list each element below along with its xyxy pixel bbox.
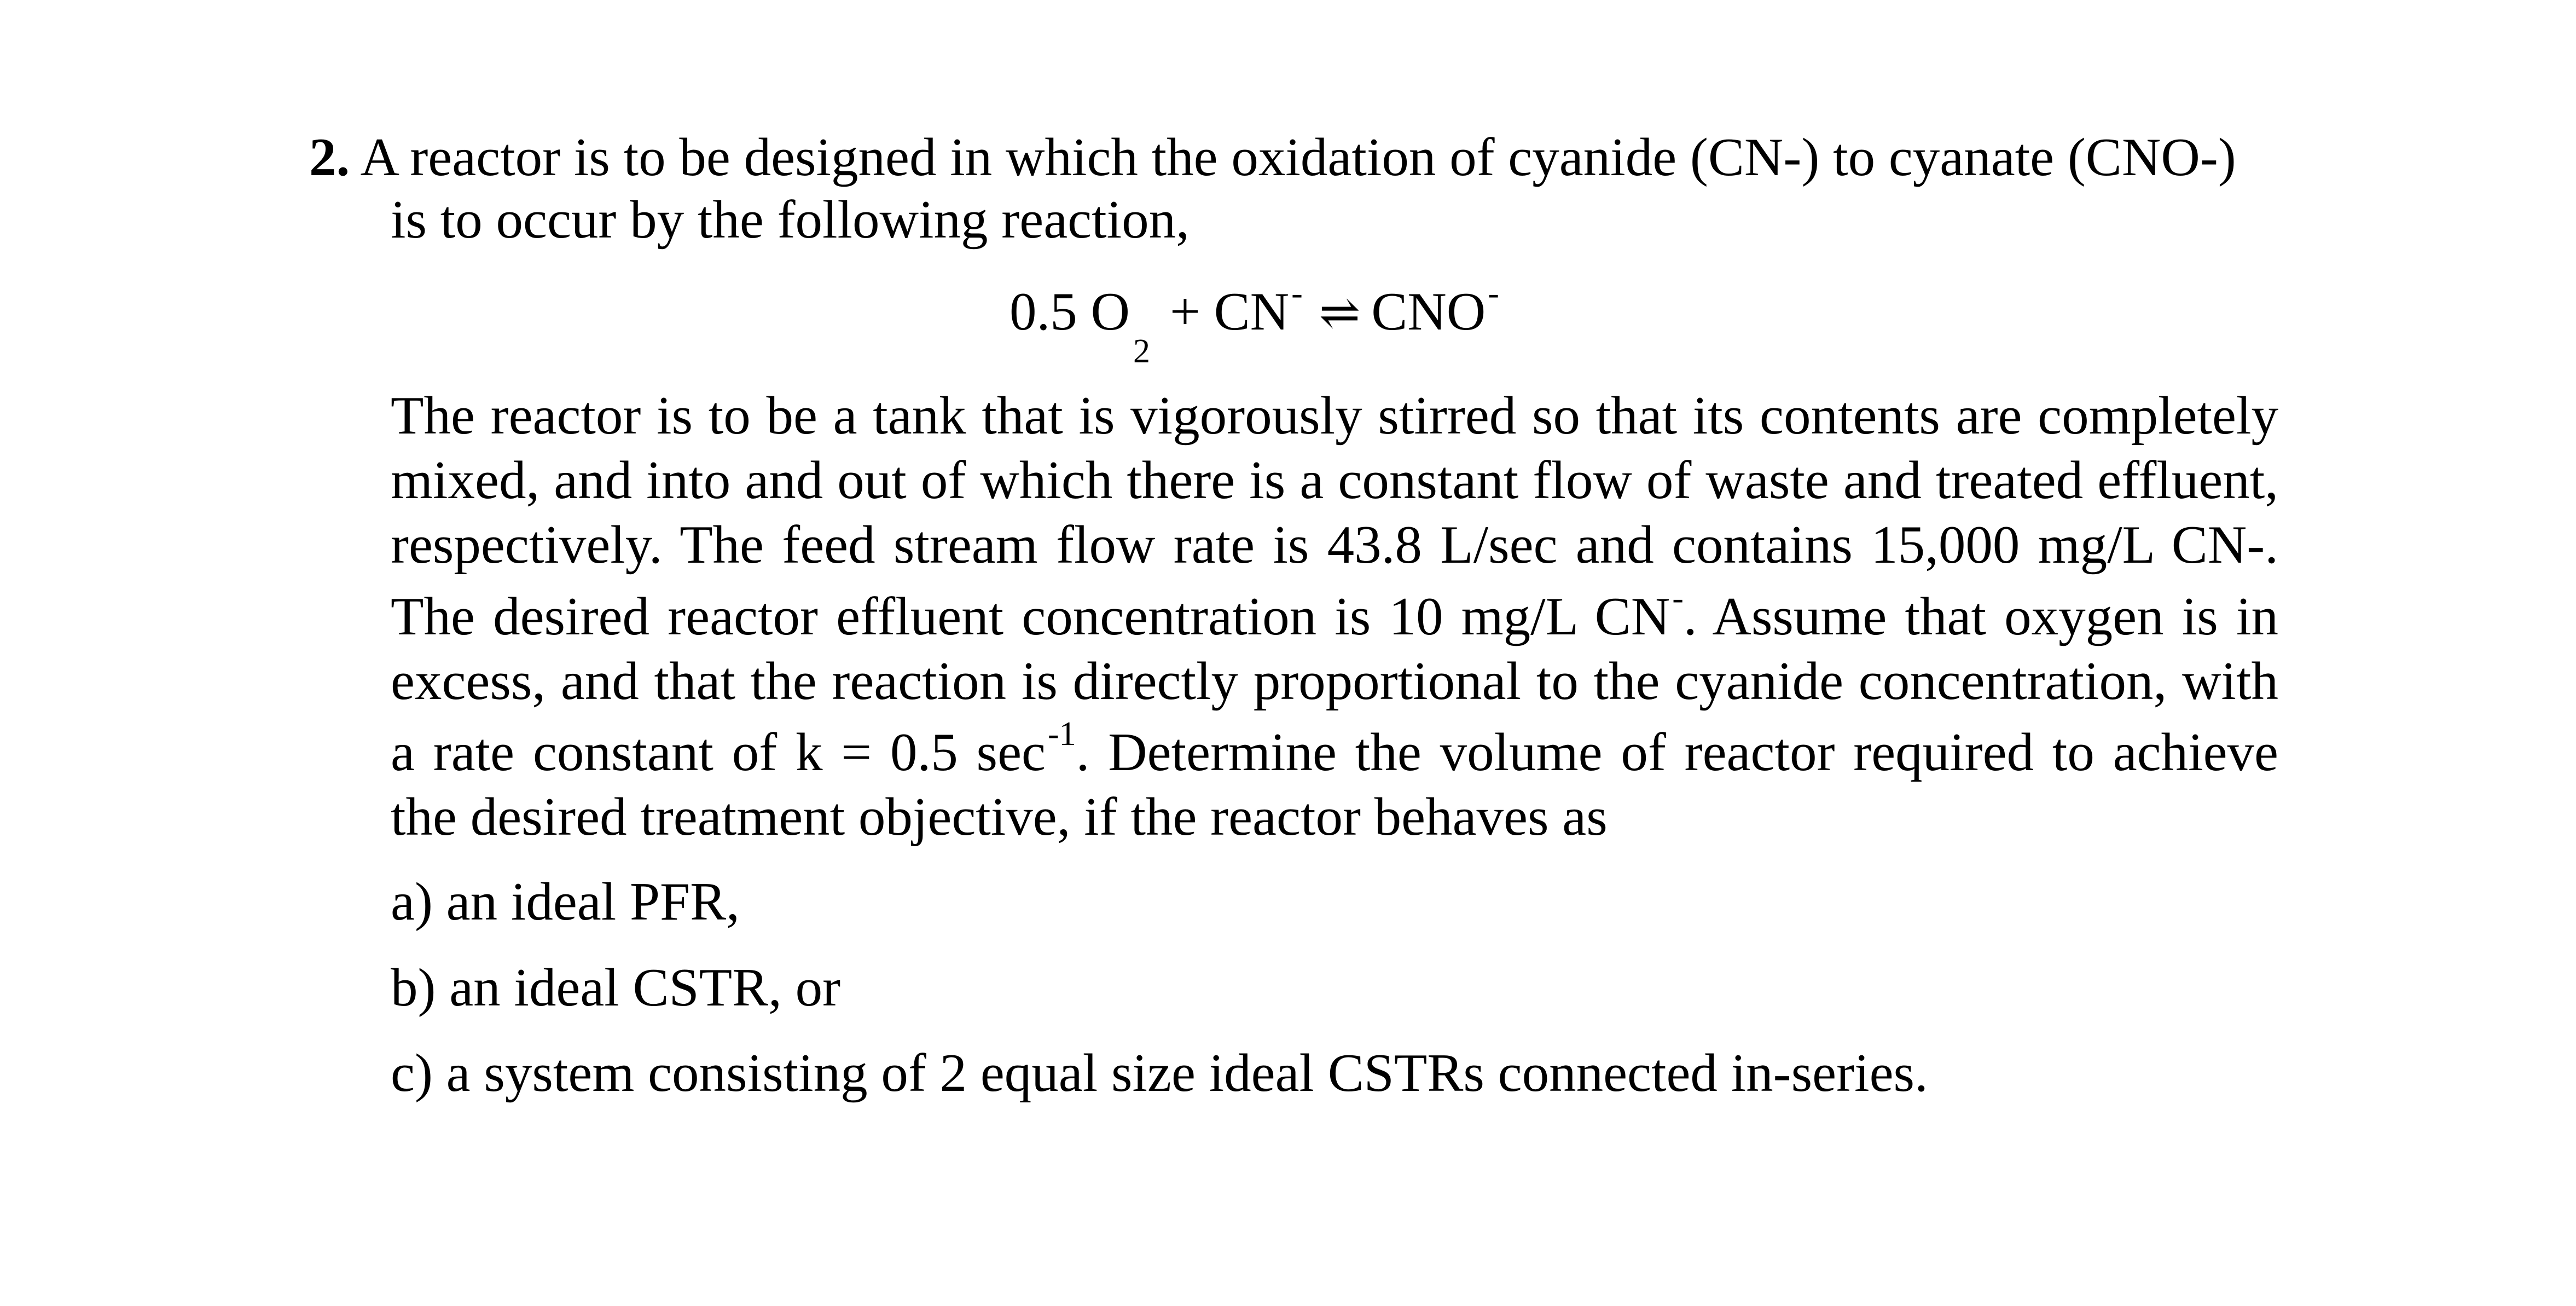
body-line-6-part-1: a rate constant of k = 0.5 sec bbox=[391, 723, 1046, 782]
equation-cn-charge: - bbox=[1291, 275, 1303, 312]
equation-right: CNO bbox=[1371, 282, 1486, 342]
body-line-4 bbox=[391, 580, 2278, 646]
body-line-2: mixed, and into and out of which there is a constant flow of waste and treated effluent, bbox=[391, 450, 2278, 510]
option-c: c) a system consisting of 2 equal size ideal CSTRs connected in-series. bbox=[391, 1043, 1928, 1103]
body-line-5: excess, and that the reaction is directly proportional to the cyanide concentration, with bbox=[391, 651, 2278, 711]
equation-subscript: 2 bbox=[1133, 333, 1150, 370]
body-line-7: the desired treatment objective, if the reactor behaves as bbox=[391, 787, 1608, 847]
rate-constant-exponent: -1 bbox=[1047, 715, 1076, 753]
reaction-equation bbox=[1009, 275, 1499, 370]
problem-intro-line-1 bbox=[309, 128, 2236, 187]
equation-cno-charge: - bbox=[1488, 275, 1499, 312]
body-line-6 bbox=[391, 715, 2278, 782]
cn-charge-superscript: - bbox=[1672, 580, 1684, 617]
equation-plus-cn: + CN bbox=[1170, 282, 1290, 342]
equation-left: 0.5 O bbox=[1009, 282, 1130, 342]
body-line-6-part-2: . Determine the volume of reactor required to achieve bbox=[1076, 723, 2278, 782]
body-line-4-part-1: The desired reactor effluent concentration is 10 mg/L CN bbox=[391, 587, 1670, 646]
problem-number: 2. bbox=[309, 128, 350, 187]
body-line-4-part-2: . Assume that oxygen is in bbox=[1683, 587, 2278, 646]
option-b: b) an ideal CSTR, or bbox=[391, 958, 841, 1018]
option-a: a) an ideal PFR, bbox=[391, 872, 740, 932]
body-line-1: The reactor is to be a tank that is vigorously stirred so that its contents are completely bbox=[391, 386, 2278, 446]
intro-text-1: A reactor is to be designed in which the oxidation of cyanide (CN-) to cyanate (CNO-) bbox=[360, 128, 2236, 187]
problem-intro-line-2: is to occur by the following reaction, bbox=[391, 190, 1190, 250]
body-line-3: respectively. The feed stream flow rate is 43.8 L/sec and contains 15,000 mg/L CN-. bbox=[391, 515, 2278, 575]
equilibrium-arrow-icon: ⇌ bbox=[1319, 286, 1361, 340]
